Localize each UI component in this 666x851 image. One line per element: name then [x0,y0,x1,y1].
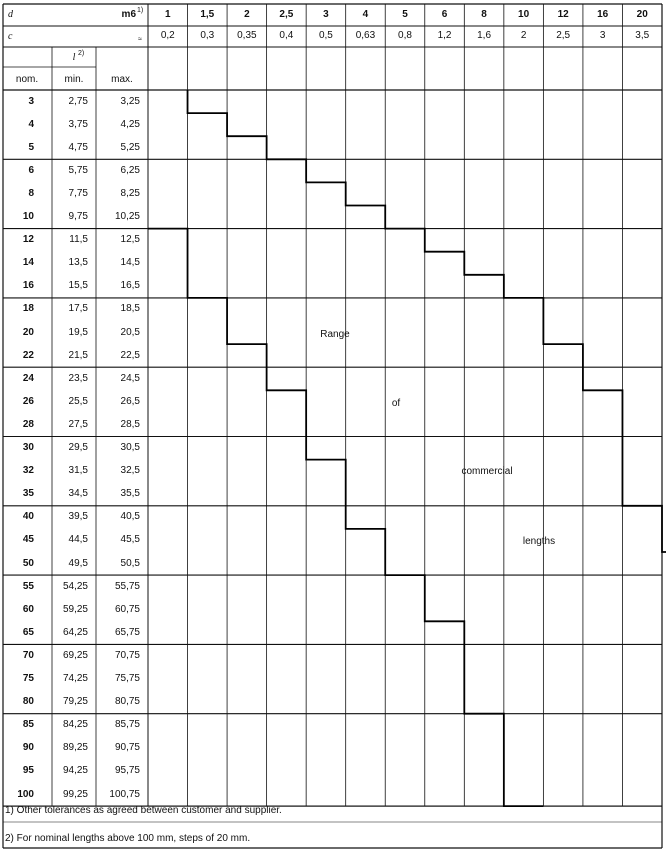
row-max: 50,5 [120,557,140,569]
diameter-value: 20 [636,9,648,20]
row-nom: 12 [22,234,34,246]
row-nom: 50 [22,557,34,569]
row-max: 18,5 [120,303,140,315]
tolerance-label: m6 [121,9,136,20]
row-max: 24,5 [120,372,140,384]
row-max: 75,75 [114,673,140,685]
row-min: 49,5 [68,557,88,569]
diameter-value: 6 [441,9,448,20]
diameter-value: 2 [244,9,250,20]
row-min: 11,5 [69,234,88,246]
row-max: 35,5 [120,488,140,500]
row-nom: 100 [17,788,34,800]
diameter-value: 16 [597,9,609,20]
diameter-value: 2,5 [279,9,294,20]
row-nom: 30 [22,442,34,454]
row-nom: 60 [22,603,34,615]
diameter-value: 8 [481,9,487,20]
chamfer-value: 0,63 [355,30,376,41]
row-min: 27,5 [68,418,88,430]
row-max: 40,5 [120,511,140,523]
row-min: 64,25 [62,626,88,638]
chamfer-value: 0,35 [237,30,257,41]
col-header-min: min. [64,74,84,85]
row-min: 25,5 [68,395,88,407]
row-min: 99,25 [62,788,88,800]
row-min: 94,25 [62,765,88,777]
row-nom: 70 [22,649,34,661]
chamfer-value: 3,5 [635,30,650,41]
footnote-2: 2) For nominal lengths above 100 mm, steps of 20 mm. [5,833,251,844]
row-max: 30,5 [120,442,140,454]
table-grid [3,4,662,848]
row-nom: 4 [28,118,34,130]
range-word-3: commercial [461,466,513,477]
row-max: 26,5 [120,395,140,407]
row-max: 32,5 [120,465,140,477]
chamfer-value: 3 [599,30,606,41]
row-max: 28,5 [120,418,140,430]
chamfer-value: 0,3 [200,30,215,41]
row-max: 4,25 [120,118,140,130]
row-min: 84,25 [62,719,88,731]
row-max: 80,75 [114,696,140,708]
row-max: 16,5 [120,280,140,292]
row-min: 3,75 [68,118,88,130]
row-max: 6,25 [120,164,140,176]
row-max: 55,75 [114,580,140,592]
row-nom: 95 [22,765,34,777]
row-max: 100,75 [109,788,140,800]
row-min: 39,5 [68,511,88,523]
row-max: 8,25 [120,187,140,199]
row-min: 59,25 [62,603,88,615]
row-min: 54,25 [62,580,88,592]
row-max: 22,5 [120,349,140,361]
row-min: 74,25 [62,673,88,685]
row-nom: 32 [22,465,34,477]
row-nom: 80 [22,696,34,708]
diameter-value: 1 [164,9,171,20]
row-min: 23,5 [68,372,88,384]
row-nom: 85 [22,719,34,731]
row-max: 10,25 [114,211,140,223]
range-word-2: of [391,398,401,409]
row-nom: 65 [22,626,34,638]
length-footnote-mark: 2) [78,50,85,57]
chamfer-value: 0,2 [160,30,175,41]
row-min: 13,5 [68,257,88,269]
row-nom: 20 [22,326,34,338]
tolerance-footnote-mark: 1) [137,7,144,14]
diameter-value: 3 [323,9,329,20]
chamfer-value: 0,4 [279,30,294,41]
row-max: 5,25 [120,141,140,153]
row-min: 9,75 [68,211,88,223]
row-min: 89,25 [62,742,88,754]
row-min: 31,5 [68,465,88,477]
row-min: 2,75 [68,95,88,107]
row-min: 19,5 [68,326,88,338]
diameter-value: 12 [557,9,569,20]
chamfer-value: 0,5 [318,30,333,41]
row-min: 4,75 [68,141,88,153]
row-nom: 6 [28,164,34,176]
row-nom: 18 [22,303,34,315]
row-min: 44,5 [68,534,88,546]
chamfer-value: 1,2 [437,30,452,41]
row-nom: 3 [28,95,34,107]
range-word-1: Range [320,329,350,340]
footnote-1: 1) Other tolerances as agreed between customer and supplier. [5,805,282,816]
row-min: 15,5 [68,280,88,292]
chamfer-label: c [8,31,13,42]
row-nom: 10 [22,211,34,223]
row-min: 29,5 [68,442,88,454]
row-min: 69,25 [62,649,88,661]
chamfer-value: 0,8 [398,30,412,41]
row-min: 34,5 [68,488,88,500]
row-nom: 14 [22,257,34,269]
diameter-label: d [8,9,13,20]
chamfer-value: 1,6 [477,30,492,41]
range-word-4: lengths [522,536,556,547]
row-max: 3,25 [120,95,140,107]
row-nom: 75 [22,673,34,685]
row-min: 79,25 [62,696,88,708]
diameter-value: 4 [362,9,369,20]
row-min: 21,5 [68,349,88,361]
length-label: l [72,52,76,63]
row-max: 45,5 [120,534,140,546]
row-nom: 8 [28,187,34,199]
row-nom: 16 [22,280,34,292]
approx-mark: ≈ [138,36,142,43]
diameter-value: 10 [518,9,530,20]
row-max: 20,5 [120,326,140,338]
row-nom: 22 [22,349,34,361]
row-nom: 28 [22,418,34,430]
row-max: 14,5 [120,257,140,269]
row-nom: 26 [22,395,34,407]
row-min: 5,75 [68,164,88,176]
row-min: 17,5 [68,303,88,315]
row-nom: 24 [22,372,34,384]
row-max: 70,75 [114,649,140,661]
row-max: 85,75 [114,719,140,731]
chamfer-value: 2,5 [556,30,571,41]
row-max: 65,75 [114,626,140,638]
chamfer-value: 2 [520,30,527,41]
col-header-nom: nom. [15,74,39,85]
range-boundary-lines [148,90,666,806]
row-nom: 45 [22,534,34,546]
row-max: 95,75 [114,765,140,777]
diameter-value: 1,5 [200,9,215,20]
diameter-value: 5 [402,9,408,20]
row-nom: 35 [22,488,34,500]
col-header-max: max. [111,74,133,85]
row-nom: 90 [22,742,34,754]
row-nom: 5 [28,141,34,153]
row-nom: 55 [22,580,34,592]
row-max: 90,75 [114,742,140,754]
row-max: 12,5 [120,234,140,246]
row-max: 60,75 [114,603,140,615]
row-min: 7,75 [68,187,88,199]
row-nom: 40 [22,511,34,523]
